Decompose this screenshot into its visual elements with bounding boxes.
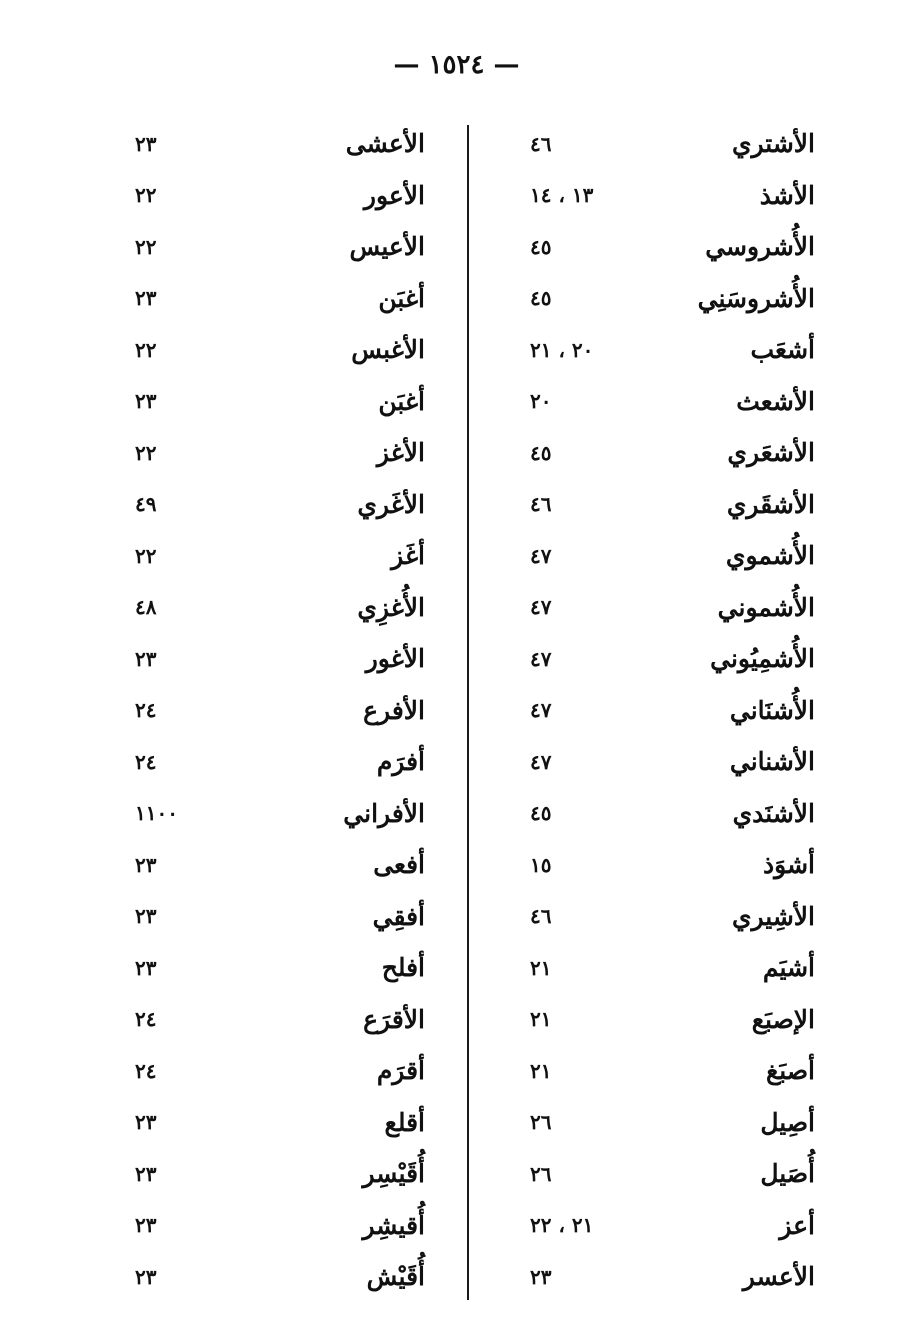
column-divider: [467, 125, 469, 1300]
entry-pages: ٢٢: [135, 440, 157, 465]
entry-pages: ٤٦: [530, 131, 552, 156]
entry-name: أصبَغ: [765, 1056, 815, 1086]
index-entry: [505, 530, 815, 582]
entry-pages: ٤٥: [530, 801, 552, 826]
entry-name: أُقَيْش: [366, 1262, 425, 1292]
index-entry: [110, 118, 425, 170]
index-entry: [110, 170, 425, 222]
index-entry: [505, 839, 815, 891]
entry-pages: ٤٧: [530, 646, 552, 671]
index-entry: [505, 221, 815, 273]
index-entry: [110, 1045, 425, 1097]
entry-pages: ٢٣: [135, 1161, 157, 1186]
index-entry: [110, 1097, 425, 1149]
entry-pages: ٢٣: [135, 1264, 157, 1289]
index-entry: [110, 633, 425, 685]
entry-pages: ٢٣: [530, 1264, 552, 1289]
entry-pages: ٤٦: [530, 492, 552, 517]
entry-name: الأشذ: [759, 180, 815, 210]
entry-name: أُقيشِر: [362, 1210, 425, 1240]
index-entry: [110, 942, 425, 994]
entry-name: الأشنَدي: [732, 798, 815, 828]
entry-name: الإصبَع: [751, 1004, 815, 1034]
entry-pages: ٢٣: [135, 852, 157, 877]
entry-pages: ٢٣: [135, 955, 157, 980]
entry-name: الأقرَع: [363, 1004, 425, 1034]
entry-name: الأعور: [363, 180, 425, 210]
entry-pages: ٢١: [530, 1007, 552, 1032]
index-entry: [505, 942, 815, 994]
index-entry: [110, 736, 425, 788]
index-entry: [110, 685, 425, 737]
entry-name: الأُشنَاني: [729, 695, 815, 725]
entry-pages: ٢١ ، ٢٢: [530, 1213, 594, 1238]
entry-pages: ٢٣: [135, 1213, 157, 1238]
entry-name: الأشقَري: [726, 489, 815, 519]
index-entry: [505, 1200, 815, 1252]
entry-pages: ٢٢: [135, 234, 157, 259]
entry-name: أفقِي: [372, 901, 425, 931]
entry-pages: ٢٦: [530, 1161, 552, 1186]
entry-name: الأغز: [376, 438, 425, 468]
entry-pages: ٢٣: [135, 389, 157, 414]
entry-name: الأشتري: [731, 129, 815, 159]
entry-pages: ٢٤: [135, 1058, 157, 1083]
entry-name: أغبَن: [378, 386, 425, 416]
entry-pages: ٢٣: [135, 1110, 157, 1135]
index-entry: [505, 582, 815, 634]
index-entry: [505, 685, 815, 737]
index-entry: [505, 1045, 815, 1097]
index-entry: [110, 273, 425, 325]
index-entry: [505, 633, 815, 685]
entry-pages: ٢١: [530, 1058, 552, 1083]
entry-name: أقرَم: [376, 1056, 425, 1086]
entry-pages: ٤٥: [530, 234, 552, 259]
entry-pages: ٢٤: [135, 698, 157, 723]
index-entry: [505, 324, 815, 376]
index-entry: [110, 376, 425, 428]
entry-name: الأشِيري: [731, 901, 815, 931]
index-entry: [505, 479, 815, 531]
entry-pages: ٢٠ ، ٢١: [530, 337, 594, 362]
entry-pages: ٤٧: [530, 543, 552, 568]
entry-name: الأُشروسَنِي: [697, 283, 815, 313]
entry-name: أقلع: [384, 1107, 425, 1137]
index-entry: [505, 891, 815, 943]
entry-pages: ٤٧: [530, 698, 552, 723]
index-entry: [505, 788, 815, 840]
entry-name: أشوَذ: [763, 850, 815, 880]
entry-name: الأعيس: [349, 232, 425, 262]
entry-name: الأُشمِيُوني: [710, 644, 815, 674]
entry-pages: ٢٣: [135, 131, 157, 156]
index-entry: [505, 118, 815, 170]
index-entry: [505, 736, 815, 788]
index-entry: [505, 1148, 815, 1200]
entry-name: الأفراني: [343, 798, 425, 828]
index-entry: [110, 891, 425, 943]
entry-pages: ١٣ ، ١٤: [530, 183, 594, 208]
entry-pages: ٤٦: [530, 904, 552, 929]
entry-pages: ٤٨: [135, 595, 157, 620]
entry-name: الأغَري: [357, 489, 425, 519]
index-entry: [505, 170, 815, 222]
index-entry: [505, 1251, 815, 1303]
index-entry: [110, 221, 425, 273]
entry-name: أغَز: [391, 541, 425, 571]
entry-pages: ٢٣: [135, 646, 157, 671]
index-column-left: [110, 118, 425, 1303]
index-entry: [110, 427, 425, 479]
entry-pages: ٢٣: [135, 286, 157, 311]
entry-pages: ٢٦: [530, 1110, 552, 1135]
entry-name: الأشناني: [729, 747, 815, 777]
entry-name: الأُشموي: [725, 541, 815, 571]
entry-name: أُصَيل: [760, 1159, 815, 1189]
entry-name: الأغور: [365, 644, 425, 674]
entry-name: الأشعَري: [727, 438, 815, 468]
index-entry: [110, 1200, 425, 1252]
index-entry: [110, 994, 425, 1046]
index-entry: [110, 582, 425, 634]
entry-name: الأُغزِي: [357, 592, 425, 622]
index-column-right: [505, 118, 815, 1303]
entry-pages: ٢٣: [135, 904, 157, 929]
entry-pages: ٢٢: [135, 183, 157, 208]
entry-name: أشعَب: [750, 335, 815, 365]
entry-name: أشيَم: [762, 953, 815, 983]
entry-name: أعز: [779, 1210, 815, 1240]
index-entry: [110, 1148, 425, 1200]
entry-name: أفلح: [381, 953, 425, 983]
entry-name: الأعسر: [742, 1262, 815, 1292]
entry-name: أغبَن: [378, 283, 425, 313]
entry-name: الأعشى: [345, 129, 425, 159]
index-entry: [110, 530, 425, 582]
entry-name: الأفرع: [363, 695, 425, 725]
index-entry: [110, 479, 425, 531]
entry-name: أفعى: [373, 850, 425, 880]
index-entry: [505, 376, 815, 428]
entry-pages: ٤٩: [135, 492, 157, 517]
index-entry: [110, 839, 425, 891]
entry-pages: ٢٢: [135, 543, 157, 568]
index-entry: [110, 1251, 425, 1303]
entry-name: أصِيل: [760, 1107, 815, 1137]
entry-pages: ٤٥: [530, 286, 552, 311]
entry-name: الأُشموني: [717, 592, 815, 622]
index-entry: [110, 324, 425, 376]
entry-pages: ٢٤: [135, 749, 157, 774]
index-entry: [110, 788, 425, 840]
entry-pages: ١٥: [530, 852, 552, 877]
entry-name: أُقَيْسِر: [362, 1159, 425, 1189]
entry-pages: ٤٧: [530, 749, 552, 774]
entry-pages: ٤٥: [530, 440, 552, 465]
index-entry: [505, 427, 815, 479]
entry-pages: ٤٧: [530, 595, 552, 620]
entry-pages: ٢٢: [135, 337, 157, 362]
page-number: — ١٥٢٤ —: [393, 50, 520, 80]
entry-name: الأشعث: [736, 386, 815, 416]
entry-name: الأغبس: [351, 335, 425, 365]
entry-pages: ٢٠: [530, 389, 552, 414]
entry-pages: ٢٤: [135, 1007, 157, 1032]
entry-name: أفرَم: [376, 747, 425, 777]
entry-pages: ٢١: [530, 955, 552, 980]
index-entry: [505, 1097, 815, 1149]
entry-name: الأُشروسي: [705, 232, 815, 262]
index-entry: [505, 994, 815, 1046]
index-entry: [505, 273, 815, 325]
entry-pages: ١١٠٠: [135, 801, 178, 826]
